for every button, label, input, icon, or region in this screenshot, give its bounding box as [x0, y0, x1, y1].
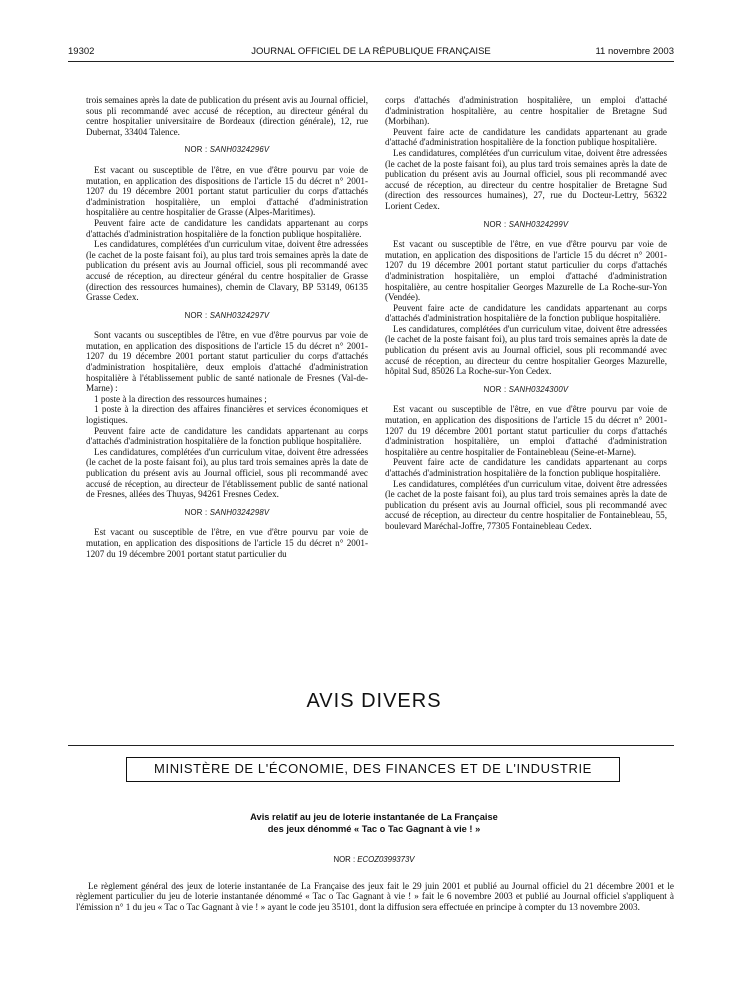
notice-paragraph: Est vacant ou susceptible de l'être, en vue d'être pourvu par voie de mutation, en application des dispositions de l'article 15 du décret n° 2001-1207 du 19 décembre 2001 portant statut particulier du corps d'attachés d'administration hospitalière, un emploi d'attaché d'administration hospitalière au centre hospitalier de Grasse (Alpes-Maritimes). — [86, 164, 368, 218]
journal-title: JOURNAL OFFICIEL DE LA RÉPUBLIQUE FRANÇAISE — [251, 46, 491, 57]
issue-date: 11 novembre 2003 — [595, 46, 674, 57]
header-divider — [68, 61, 674, 62]
notice-paragraph: Peuvent faire acte de candidature les candidats appartenant au corps d'attachés d'administration hospitalière de la fonction publique hospitalière. — [385, 457, 667, 478]
notice-paragraph: Peuvent faire acte de candidature les candidats appartenant au grade d'attaché d'administration hospitalière de la fonction publique hospitalière. — [385, 126, 667, 148]
nor-code: ECOZ0399373V — [357, 855, 415, 864]
nor-code: SANH0324300V — [508, 384, 569, 394]
notice-body — [76, 881, 674, 912]
notice-paragraph: Les candidatures, complétées d'un curriculum vitae, doivent être adressées (le cachet de la poste faisant foi), au plus tard trois semaines après la date de publication du présent avis au Journal officiel, sous pli recommandé avec accusé de réception, au directeur général du centre hospitalier de Grasse (direction des ressources humaines), chemin de Clavary, BP 53149, 06135 Grasse Cedex. — [86, 239, 368, 303]
left-column — [86, 95, 368, 559]
nor-code: SANH0324299V — [508, 219, 569, 229]
section-title: AVIS DIVERS — [306, 690, 442, 712]
notice-paragraph: Les candidatures, complétées d'un curriculum vitae, doivent être adressées (le cachet de la poste faisant foi), au plus tard trois semaines après la date de publication du présent avis au Journal officiel, sous pli recommandé avec accusé de réception, au directeur du centre hospitalier de Bretagne Sud (direction des ressources humaines), 27, rue du Docteur-Lettry, 56322 Lorient Cedex. — [385, 147, 667, 211]
nor-reference: NOR : SANH0324299V — [483, 219, 569, 229]
nor-code: SANH0324298V — [209, 507, 270, 517]
page-number: 19302 — [68, 46, 95, 57]
right-intro-paragraph: corps d'attachés d'administration hospitalière, un emploi d'attaché d'administration hospitalière, au centre hospitalier de Bretagne Sud (Morbihan). — [385, 95, 667, 127]
notice-paragraph: Peuvent faire acte de candidature les candidats appartenant au corps d'attachés d'administration hospitalière de la fonction publique hospitalière. — [86, 425, 368, 447]
nor-reference: NOR : SANH0324297V — [184, 310, 270, 320]
page-header — [68, 46, 674, 60]
notice-paragraph: Le règlement général des jeux de loterie instantanée de La Française des jeux fait le 29 juin 2001 et publié au Journal officiel du 21 décembre 2001 et le règlement particulier du jeu de loterie instantanée dénommé « Tac o Tac Gagnant à vie ! » fait le 6 novembre 2003 et publié au Journal officiel s'appliquent à l'émission n° 1 du jeu « Tac o Tac Gagnant à vie ! » ayant le code jeu 35101, dont la diffusion sera effectuée en principe à compter du 13 novembre 2003. — [76, 881, 674, 912]
notice-paragraph: Les candidatures, complétées d'un curriculum vitae, doivent être adressées (le cachet de la poste faisant foi), au plus tard trois semaines après la date de publication du présent avis au Journal officiel, sous pli recommandé avec accusé de réception, au directeur de l'établissement public de santé national de Fresnes, allées des Thuyas, 94261 Fresnes Cedex. — [86, 446, 368, 500]
notice-heading-line: Avis relatif au jeu de loterie instantanée de La Française — [250, 812, 498, 822]
notice-paragraph: Sont vacants ou susceptibles de l'être, en vue d'être pourvus par voie de mutation, en application des dispositions de l'article 15 du décret n° 2001-1207 du 19 décembre 2001 portant statut particulier du corps d'attachés d'administration hospitalière, deux emplois d'attaché d'administration hospitalière à l'établissement public de santé nationale de Fresnes (Val-de-Marne) : — [86, 330, 368, 394]
notice-paragraph: Peuvent faire acte de candidature les candidats appartenant au corps d'attachés d'administration hospitalière de la fonction publique hospitalière. — [385, 302, 667, 324]
list-item: 1 poste à la direction des ressources humaines ; — [94, 393, 267, 404]
notice-heading — [0, 812, 748, 835]
notice-paragraph: Les candidatures, complétées d'un curriculum vitae, doivent être adressées (le cachet de la poste faisant foi), au plus tard trois semaines après la date de publication du présent avis au Journal officiel, sous pli recommandé avec accusé de réception, au directeur du centre hospitalier de Fontainebleau, 55, boulevard Maréchal-Joffre, 77305 Fontainebleau Cedex. — [385, 478, 667, 531]
notice-paragraph: Est vacant ou susceptible de l'être, en vue d'être pourvu par voie de mutation, en application des dispositions de l'article 15 du décret n° 2001-1207 du 19 décembre 2001 portant statut particulier du — [86, 527, 368, 559]
nor-reference: NOR : ECOZ0399373V — [333, 855, 415, 864]
list-item: 1 poste à la direction des affaires financières et services économiques et logistiques. — [86, 404, 368, 426]
nor-code: SANH0324297V — [209, 310, 270, 320]
nor-code: SANH0324296V — [209, 145, 270, 155]
nor-reference: NOR : SANH0324300V — [483, 384, 569, 394]
notice-heading-line: des jeux dénommé « Tac o Tac Gagnant à vie ! » — [267, 823, 481, 834]
section-divider — [68, 745, 674, 746]
notice-paragraph: Est vacant ou susceptible de l'être, en vue d'être pourvu par voie de mutation, en application des dispositions de l'article 15 du décret n° 2001-1207 du 19 décembre 2001 portant statut particulier du corps d'attachés d'administration hospitalière, un emploi d'attaché d'administration hospitalière, au centre hospitalier Georges Mazurelle de La Roche-sur-Yon (Vendée). — [385, 239, 667, 303]
notice-paragraph: Peuvent faire acte de candidature les candidats appartenant au corps d'attachés d'administration hospitalière de la fonction publique hospitalière. — [86, 217, 368, 239]
notice-paragraph: Les candidatures, complétées d'un curriculum vitae, doivent être adressées (le cachet de la poste faisant foi), au plus tard trois semaines après la date de publication du présent avis au Journal officiel, sous pli recommandé avec accusé de réception, au directeur du centre hospitalier Georges Mazurelle, hôpital Sud, 85026 La Roche-sur-Yon Cedex. — [385, 323, 667, 377]
notice-paragraph: Est vacant ou susceptible de l'être, en vue d'être pourvu par voie de mutation, en application des dispositions de l'article 15 du décret n° 2001-1207 du 19 décembre 2001 portant statut particulier du corps d'attachés d'administration hospitalière, un emploi d'attaché d'administration hospitalière au centre hospitalier de Fontainebleau (Seine-et-Marne). — [385, 404, 667, 457]
ministry-heading: MINISTÈRE DE L'ÉCONOMIE, DES FINANCES ET DE L'INDUSTRIE — [126, 757, 620, 782]
nor-reference: NOR : SANH0324298V — [184, 507, 270, 517]
left-intro-paragraph: trois semaines après la date de publication du présent avis au Journal officiel, sous pli recommandé avec accusé de réception, au directeur général du centre hospitalier universitaire de Bordeaux (direction générale), 12, rue Dubernat, 33404 Talence. — [86, 95, 368, 137]
nor-reference: NOR : SANH0324296V — [184, 145, 270, 155]
right-column — [385, 95, 667, 532]
